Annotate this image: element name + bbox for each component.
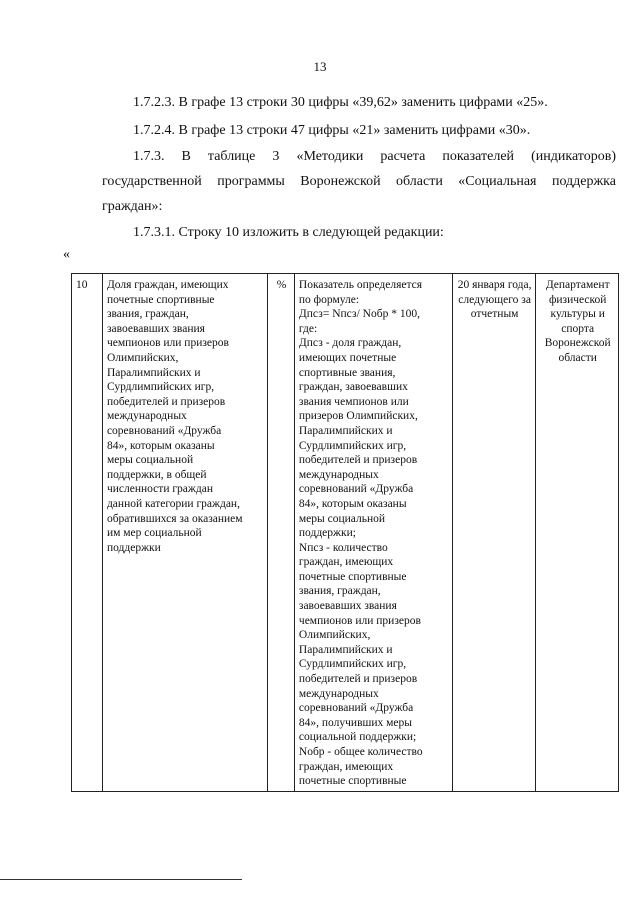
responsible-department-cell <box>536 274 619 792</box>
indicator-name: Доля граждан, имеющих почетные спортивные звания, граждан, завоевавших звания чемпионов или призеров Олимпийских, Паралимпийских и Сурдлимпийских игр, победителей и призеров международных соревнований «Дружба 84», которым оказаны меры социальной поддержки, в общей численности граждан данной категории граждан, обратившихся за оказанием им мер социальной поддержки <box>106 279 243 554</box>
page-number: 13 <box>313 59 327 74</box>
calculation-method-cell <box>294 274 452 792</box>
unit: % <box>276 279 287 291</box>
responsible-department: Департамент физической культуры и спорта Воронежской области <box>544 279 611 364</box>
paragraph-1-7-3: 1.7.3. В таблице 3 «Методики расчета показателей (индикаторов) государственной программы Воронежской области «Социальная поддержка граждан»: <box>102 149 616 214</box>
opening-quote-mark: « <box>63 247 70 262</box>
footer-divider <box>0 879 242 880</box>
indicator-name-cell <box>102 274 267 792</box>
unit-cell <box>268 274 295 792</box>
indicator-table <box>71 273 619 792</box>
paragraph-1-7-3-1: 1.7.3.1. Строку 10 изложить в следующей редакции: <box>133 225 444 240</box>
paragraph-1-7-2-4: 1.7.2.4. В графе 13 строки 47 цифры «21» заменить цифрами «30». <box>133 123 531 138</box>
row-number-cell <box>72 274 103 792</box>
table-row <box>72 274 619 792</box>
paragraph-1-7-2-3: 1.7.2.3. В графе 13 строки 30 цифры «39,62» заменить цифрами «25». <box>133 95 548 110</box>
row-number: 10 <box>76 279 88 291</box>
calculation-method: Показатель определяется по формуле: Дпсз= Nпсз/ Nобр * 100, где: Дпсз - доля граждан, имеющих почетные спортивные звания, граждан, завоевавших звания чемпионов или призеров Олимпийских, Паралимпийских и Сурдлимпийских игр, победителей и призеров международных соревнований «Дружба 84», которым оказаны меры социальной поддержки; Nпсз - количество граждан, имеющих почетные спортивные звания, граждан, завоевавших звания чемпионов или призеров Олимпийских, Паралимпийских и Сурдлимпийских игр, победителей и призеров международных соревнований «Дружба 84», получивших меры социальной поддержки; Nобр - общее количество граждан, имеющих почетные спортивные <box>298 279 423 788</box>
deadline: 20 января года, следующего за отчетным <box>457 279 532 321</box>
deadline-cell <box>452 274 536 792</box>
